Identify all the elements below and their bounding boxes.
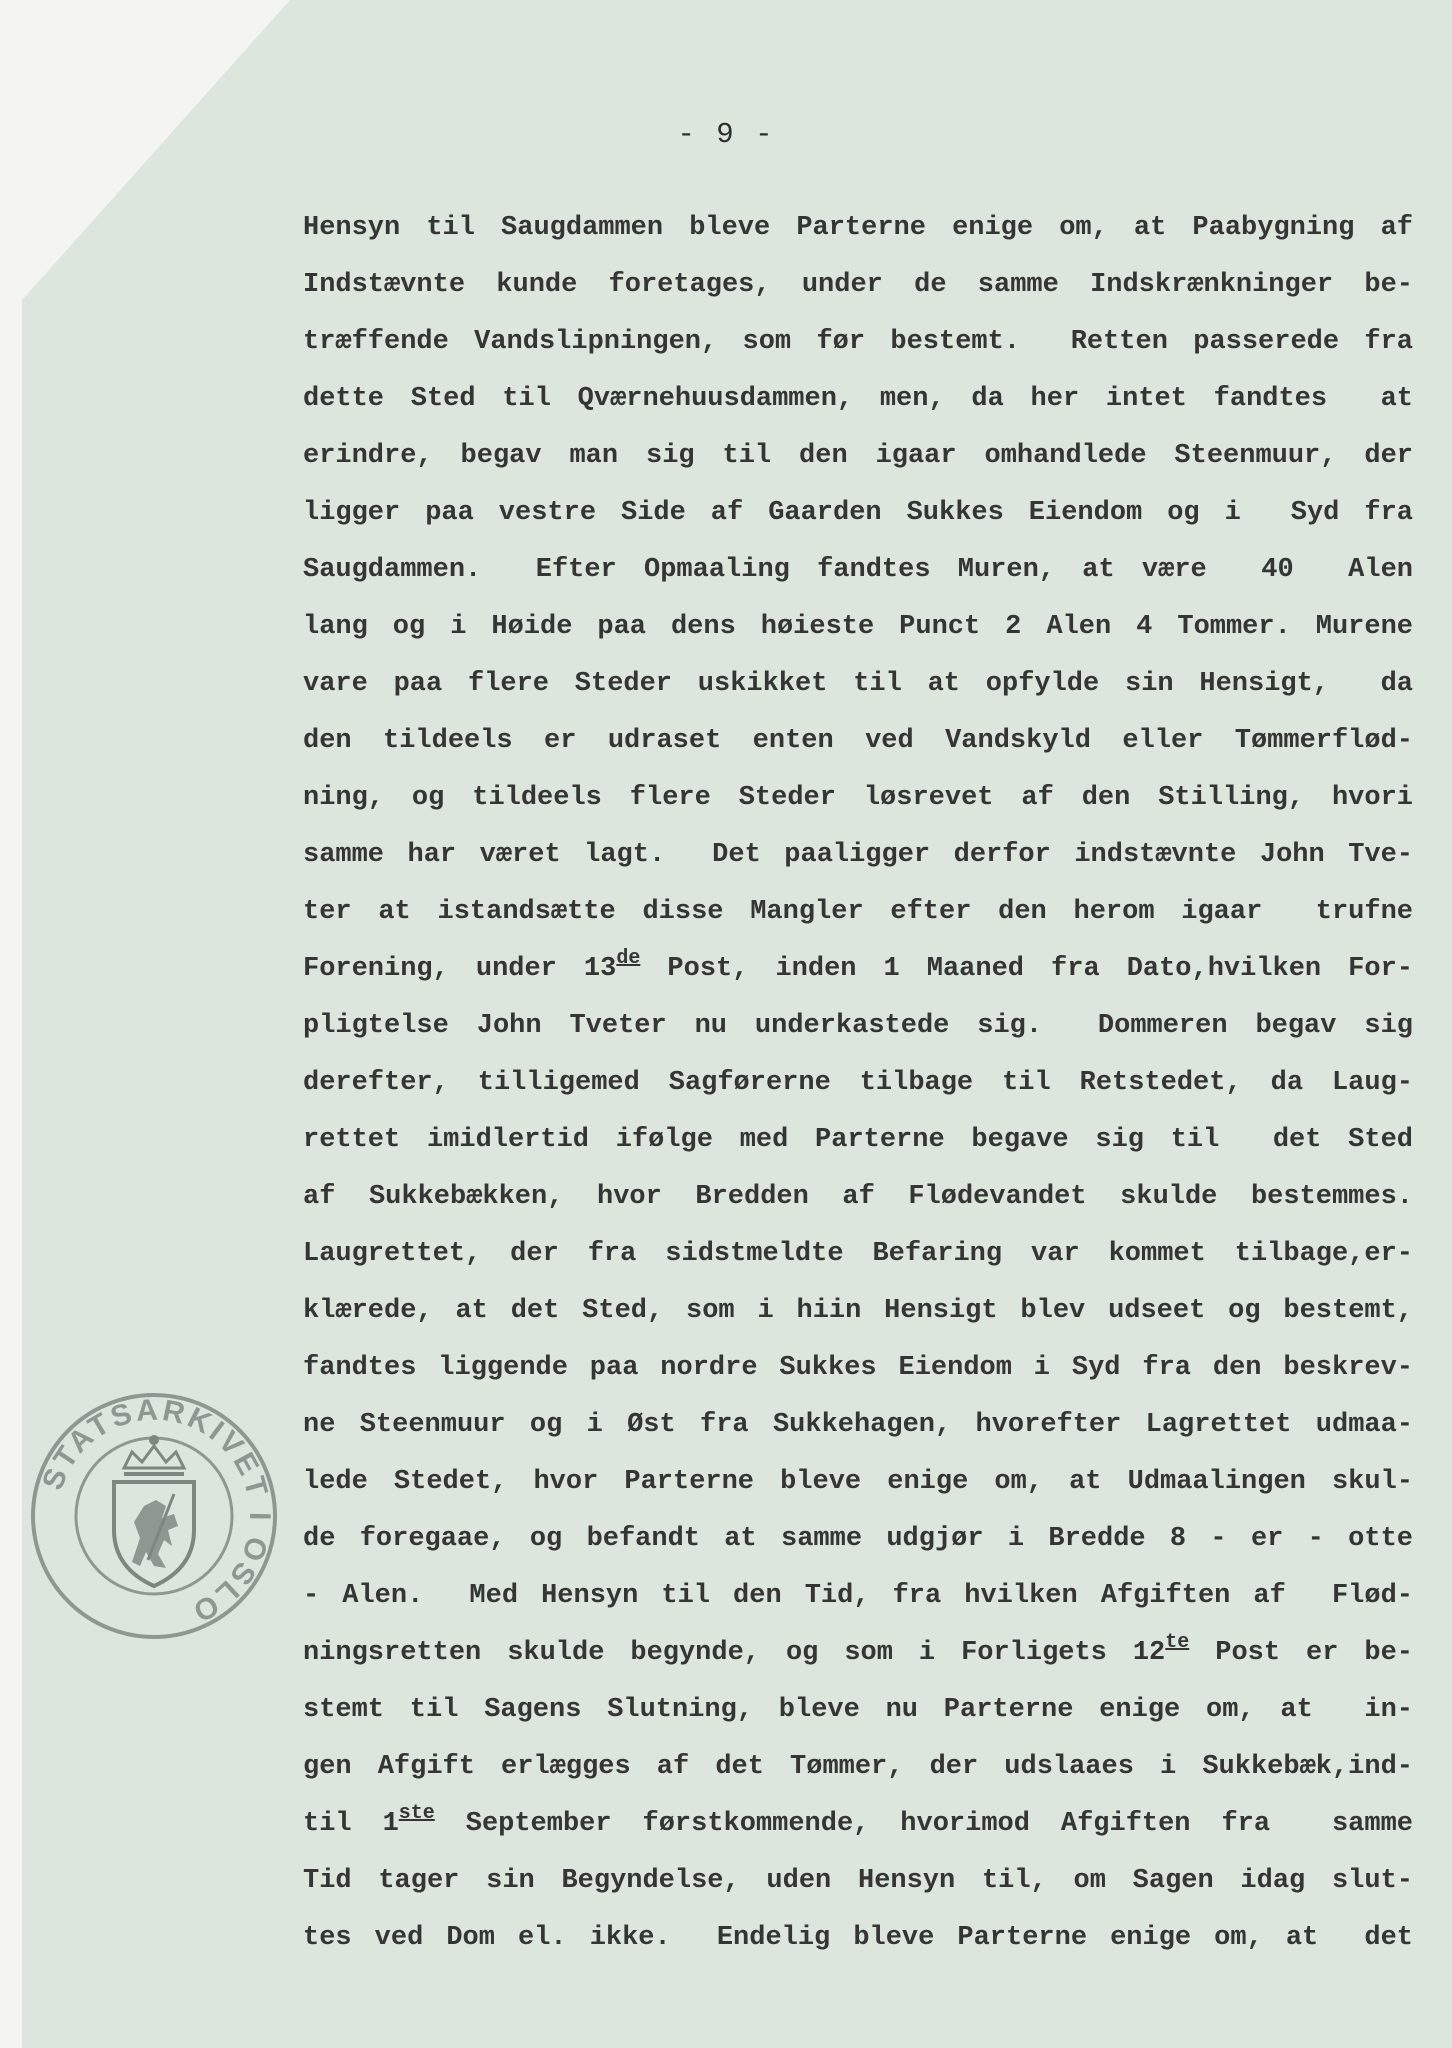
text-line: gen Afgift erlægges af det Tømmer, der udslaaes i Sukkebæk,ind- <box>303 1752 1413 1782</box>
text-line: derefter, tilligemed Sagførerne tilbage til Retstedet, da Laug- <box>303 1068 1413 1098</box>
text-line: dette Sted til Qværnehuusdammen, men, da her intet fandtes at <box>303 384 1413 414</box>
page-number: - 9 - <box>677 118 775 151</box>
text-line: vare paa flere Steder uskikket til at opfylde sin Hensigt, da <box>303 669 1413 699</box>
text-line <box>303 941 1413 998</box>
text-line: pligtelse John Tveter nu underkastede sig. Dommeren begav sig <box>303 1011 1413 1041</box>
text-line-part: Post, inden 1 Maaned fra Dato,hvilken For- <box>640 954 1413 984</box>
ordinal-superscript: ste <box>398 1802 435 1825</box>
archive-seal <box>28 1390 280 1642</box>
text-line-part: til 1 <box>303 1809 399 1839</box>
coat-of-arms-lion-icon <box>114 1435 194 1586</box>
text-line: lede Stedet, hvor Parterne bleve enige om, at Udmaalingen skul- <box>303 1467 1413 1497</box>
text-line-part: Forening, under 13 <box>303 954 617 984</box>
text-line: Laugrettet, der fra sidstmeldte Befaring var kommet tilbage,er- <box>303 1239 1413 1269</box>
text-line <box>303 1625 1413 1682</box>
text-line: den tildeels er udraset enten ved Vandskyld eller Tømmerflød- <box>303 726 1413 756</box>
text-line-part: Post er be- <box>1189 1638 1413 1668</box>
text-line: Hensyn til Saugdammen bleve Parterne enige om, at Paabygning af <box>303 213 1413 243</box>
text-line: ning, og tildeels flere Steder løsrevet af den Stilling, hvori <box>303 783 1413 813</box>
text-line <box>303 1796 1413 1853</box>
text-line: Saugdammen. Efter Opmaaling fandtes Muren, at være 40 Alen <box>303 555 1413 585</box>
ordinal-superscript: de <box>616 947 641 970</box>
text-line: fandtes liggende paa nordre Sukkes Eiendom i Syd fra den beskrev- <box>303 1353 1413 1383</box>
body-text <box>303 200 1413 1967</box>
text-line: ter at istandsætte disse Mangler efter den herom igaar trufne <box>303 897 1413 927</box>
text-line: stemt til Sagens Slutning, bleve nu Parterne enige om, at in- <box>303 1695 1413 1725</box>
text-line: erindre, begav man sig til den igaar omhandlede Steenmuur, der <box>303 441 1413 471</box>
text-line: lang og i Høide paa dens høieste Punct 2 Alen 4 Tommer. Murene <box>303 612 1413 642</box>
text-line: Tid tager sin Begyndelse, uden Hensyn til, om Sagen idag slut- <box>303 1866 1413 1896</box>
text-line: samme har været lagt. Det paaligger derfor indstævnte John Tve- <box>303 840 1413 870</box>
text-line: af Sukkebækken, hvor Bredden af Flødevandet skulde bestemmes. <box>303 1182 1413 1212</box>
text-line: klærede, at det Sted, som i hiin Hensigt blev udseet og bestemt, <box>303 1296 1413 1326</box>
text-line: træffende Vandslipningen, som før bestemt. Retten passerede fra <box>303 327 1413 357</box>
text-line: Indstævnte kunde foretages, under de samme Indskrænkninger be- <box>303 270 1413 300</box>
text-line-part: ningsretten skulde begynde, og som i Forligets 12 <box>303 1638 1166 1668</box>
text-line: ne Steenmuur og i Øst fra Sukkehagen, hvorefter Lagrettet udmaa- <box>303 1410 1413 1440</box>
text-line: tes ved Dom el. ikke. Endelig bleve Parterne enige om, at det <box>303 1923 1413 1953</box>
text-line: ligger paa vestre Side af Gaarden Sukkes Eiendom og i Syd fra <box>303 498 1413 528</box>
text-line: rettet imidlertid ifølge med Parterne begave sig til det Sted <box>303 1125 1413 1155</box>
text-line: - Alen. Med Hensyn til den Tid, fra hvilken Afgiften af Flød- <box>303 1581 1413 1611</box>
text-line: de foregaae, og befandt at samme udgjør i Bredde 8 - er - otte <box>303 1524 1413 1554</box>
text-line-part: September førstkommende, hvorimod Afgiften fra samme <box>434 1809 1413 1839</box>
ordinal-superscript: te <box>1165 1631 1190 1654</box>
seal-text: STATSARKIVET I OSLO <box>36 1393 277 1630</box>
